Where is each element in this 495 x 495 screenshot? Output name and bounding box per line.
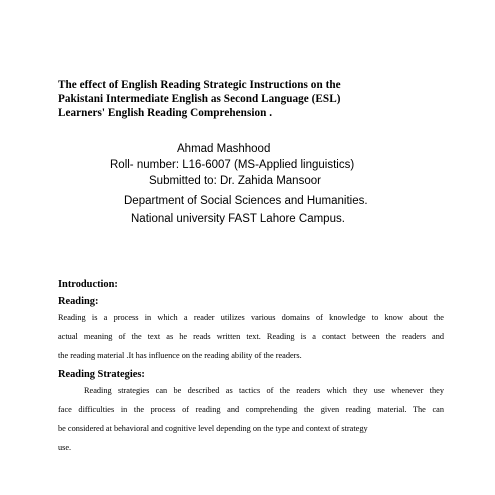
department: Department of Social Sciences and Humanities. (124, 195, 368, 207)
introduction-heading: Introduction: (58, 279, 118, 290)
title-line: The effect of English Reading Strategic Instructions on the (58, 79, 341, 91)
paragraph-line: Reading is a process in which a reader utilizes various domains of knowledge to know about the (58, 313, 444, 322)
reading-strategies-heading: Reading Strategies: (58, 369, 145, 380)
reading-heading: Reading: (58, 296, 99, 307)
paragraph-line: use. (58, 443, 72, 452)
author-name: Ahmad Mashhood (177, 143, 271, 155)
roll-number: Roll- number: L16-6007 (MS-Applied linguistics) (110, 159, 355, 171)
paragraph-line: be considered at behavioral and cognitive level depending on the type and context of strategy (58, 424, 368, 433)
submitted-to: Submitted to: Dr. Zahida Mansoor (149, 175, 321, 187)
title-line: Learners' English Reading Comprehension . (58, 107, 273, 119)
strategies-paragraph (58, 381, 444, 457)
paragraph-line: face difficulties in the process of reading and comprehending the given reading material. The can (58, 405, 444, 414)
reading-paragraph (58, 308, 444, 365)
paragraph-line: Reading strategies can be described as tactics of the readers which they use whenever they (84, 386, 444, 395)
document-title (58, 78, 438, 120)
paragraph-line: actual meaning of the text as he reads written text. Reading is a contact between the readers and (58, 332, 444, 341)
paragraph-line: the reading material .It has influence on the reading ability of the readers. (58, 351, 302, 360)
title-line: Pakistani Intermediate English as Second Language (ESL) (58, 93, 341, 105)
university: National university FAST Lahore Campus. (131, 213, 345, 225)
